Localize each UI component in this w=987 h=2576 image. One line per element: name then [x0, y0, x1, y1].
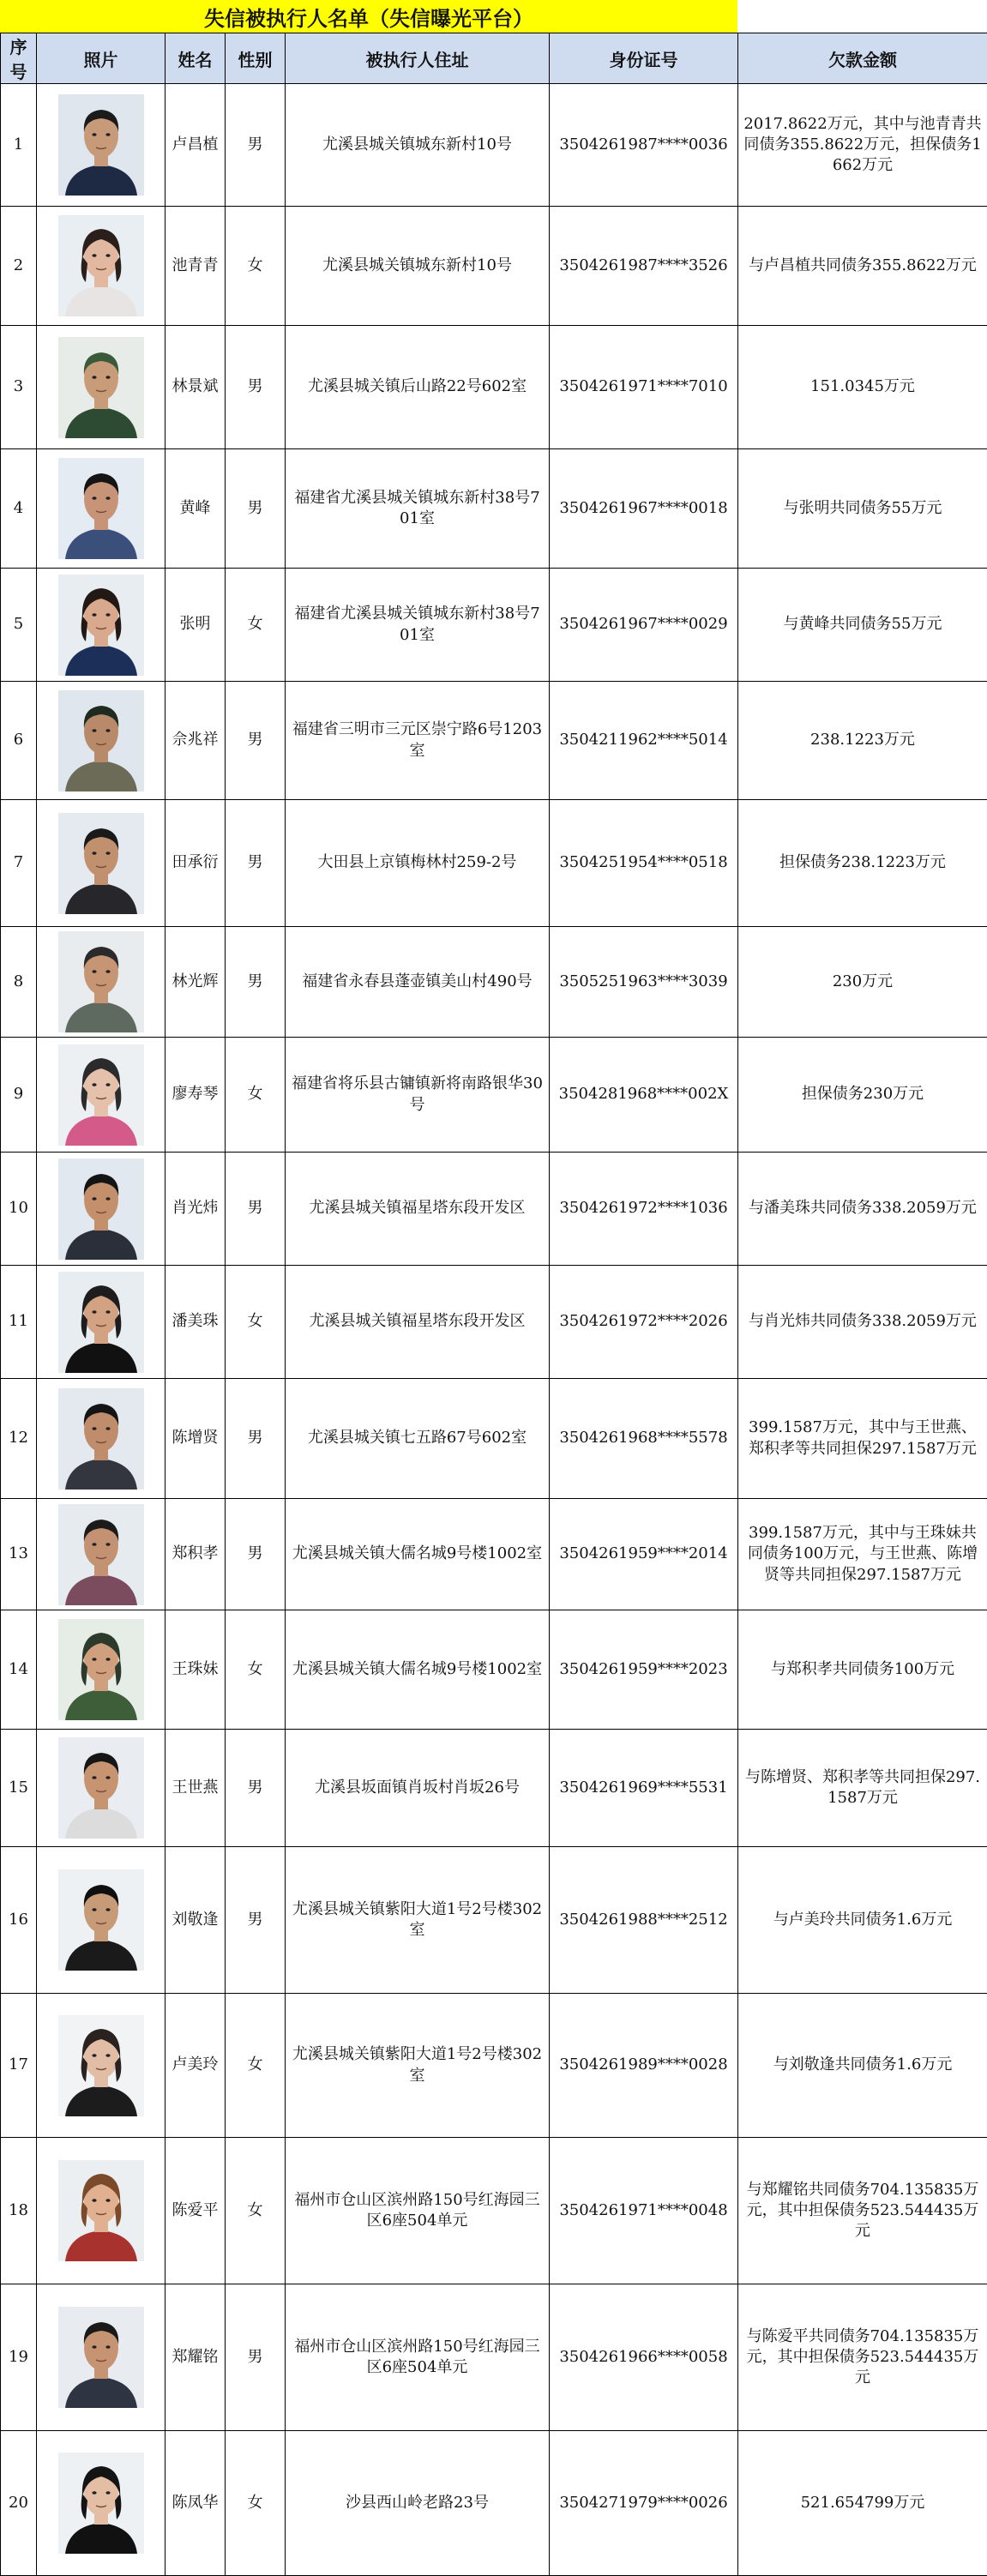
- person-name: 肖光炜: [166, 1153, 226, 1266]
- person-gender: 男: [226, 682, 286, 800]
- debt-amount: 与郑耀铭共同债务704.135835万元，其中担保债务523.544435万元: [738, 2138, 987, 2284]
- person-gender: 女: [226, 1994, 286, 2138]
- person-id-number: 3504251954****0518: [550, 800, 738, 927]
- row-number: 10: [1, 1153, 37, 1266]
- row-number: 20: [1, 2431, 37, 2576]
- person-name: 郑积孝: [166, 1499, 226, 1610]
- person-name: 张明: [166, 569, 226, 682]
- table-row: [1, 1847, 987, 1994]
- person-photo: [58, 1159, 144, 1260]
- person-gender: 女: [226, 569, 286, 682]
- page-title: 失信被执行人名单（失信曝光平台）: [0, 0, 737, 33]
- debt-amount: 238.1223万元: [738, 682, 987, 800]
- photo-cell: [37, 1847, 166, 1994]
- photo-cell: [37, 682, 166, 800]
- row-number: 14: [1, 1610, 37, 1730]
- person-gender: 女: [226, 2138, 286, 2284]
- photo-cell: [37, 800, 166, 927]
- person-gender: 男: [226, 1499, 286, 1610]
- person-photo: [58, 94, 144, 196]
- person-gender: 女: [226, 1038, 286, 1153]
- person-id-number: 3505251963****3039: [550, 927, 738, 1038]
- person-photo: [58, 1869, 144, 1971]
- person-gender: 男: [226, 449, 286, 569]
- row-number: 11: [1, 1266, 37, 1379]
- debt-amount: 与郑积孝共同债务100万元: [738, 1610, 987, 1730]
- photo-cell: [37, 2431, 166, 2576]
- photo-cell: [37, 1153, 166, 1266]
- person-name: 卢昌植: [166, 84, 226, 207]
- person-photo: [58, 1504, 144, 1605]
- person-id-number: 3504261972****2026: [550, 1266, 738, 1379]
- person-address: 尤溪县城关镇紫阳大道1号2号楼302室: [286, 1994, 550, 2138]
- person-gender: 女: [226, 207, 286, 326]
- person-name: 潘美珠: [166, 1266, 226, 1379]
- person-name: 田承衍: [166, 800, 226, 927]
- header-no: 序号: [1, 33, 37, 84]
- person-photo: [58, 1737, 144, 1839]
- person-id-number: 3504261971****0048: [550, 2138, 738, 2284]
- person-address: 尤溪县城关镇福星塔东段开发区: [286, 1266, 550, 1379]
- photo-cell: [37, 449, 166, 569]
- person-address: 大田县上京镇梅林村259-2号: [286, 800, 550, 927]
- person-id-number: 3504271979****0026: [550, 2431, 738, 2576]
- debt-amount: 2017.8622万元，其中与池青青共同债务355.8622万元，担保债务1662万元: [738, 84, 987, 207]
- person-id-number: 3504261967****0029: [550, 569, 738, 682]
- person-address: 尤溪县城关镇后山路22号602室: [286, 326, 550, 449]
- debt-amount: 230万元: [738, 927, 987, 1038]
- person-id-number: 3504261989****0028: [550, 1994, 738, 2138]
- photo-cell: [37, 1994, 166, 2138]
- person-name: 陈增贤: [166, 1379, 226, 1499]
- person-id-number: 3504261959****2014: [550, 1499, 738, 1610]
- row-number: 15: [1, 1730, 37, 1847]
- person-name: 廖寿琴: [166, 1038, 226, 1153]
- person-address: 福州市仓山区滨州路150号红海园三区6座504单元: [286, 2138, 550, 2284]
- table-row: [1, 2138, 987, 2284]
- person-photo: [58, 690, 144, 791]
- photo-cell: [37, 2284, 166, 2431]
- person-gender: 男: [226, 326, 286, 449]
- person-address: 尤溪县城关镇城东新村10号: [286, 207, 550, 326]
- table-row: [1, 84, 987, 207]
- photo-cell: [37, 1499, 166, 1610]
- table-row: [1, 800, 987, 927]
- header-gender: 性别: [226, 33, 286, 84]
- person-photo: [58, 337, 144, 438]
- person-name: 佘兆祥: [166, 682, 226, 800]
- row-number: 3: [1, 326, 37, 449]
- person-id-number: 3504261959****2023: [550, 1610, 738, 1730]
- photo-cell: [37, 1610, 166, 1730]
- person-photo: [58, 2307, 144, 2408]
- debt-amount: 399.1587万元，其中与王珠妹共同债务100万元，与王世燕、陈增贤等共同担保297.1587万元: [738, 1499, 987, 1610]
- person-gender: 男: [226, 84, 286, 207]
- person-photo: [58, 1044, 144, 1146]
- table-row: [1, 1266, 987, 1379]
- person-id-number: 3504261969****5531: [550, 1730, 738, 1847]
- person-address: 福建省尤溪县城关镇城东新村38号701室: [286, 449, 550, 569]
- person-id-number: 3504261987****0036: [550, 84, 738, 207]
- table-row: [1, 1379, 987, 1499]
- table-row: [1, 326, 987, 449]
- debt-amount: 担保债务230万元: [738, 1038, 987, 1153]
- table-row: [1, 1730, 987, 1847]
- person-id-number: 3504261972****1036: [550, 1153, 738, 1266]
- table-row: [1, 449, 987, 569]
- person-photo: [58, 813, 144, 914]
- person-name: 陈爱平: [166, 2138, 226, 2284]
- row-number: 1: [1, 84, 37, 207]
- table-row: [1, 2431, 987, 2576]
- person-photo: [58, 1619, 144, 1720]
- photo-cell: [37, 326, 166, 449]
- table-row: [1, 1153, 987, 1266]
- photo-cell: [37, 2138, 166, 2284]
- row-number: 7: [1, 800, 37, 927]
- row-number: 19: [1, 2284, 37, 2431]
- person-address: 沙县西山岭老路23号: [286, 2431, 550, 2576]
- debt-amount: 521.654799万元: [738, 2431, 987, 2576]
- debt-amount: 399.1587万元，其中与王世燕、郑积孝等共同担保297.1587万元: [738, 1379, 987, 1499]
- photo-cell: [37, 1266, 166, 1379]
- row-number: 9: [1, 1038, 37, 1153]
- debt-amount: 与卢美玲共同债务1.6万元: [738, 1847, 987, 1994]
- person-address: 福州市仓山区滨州路150号红海园三区6座504单元: [286, 2284, 550, 2431]
- header-row: [1, 33, 987, 84]
- debt-amount: 151.0345万元: [738, 326, 987, 449]
- table-row: [1, 569, 987, 682]
- header-debt: 欠款金额: [738, 33, 987, 84]
- row-number: 5: [1, 569, 37, 682]
- table-row: [1, 1610, 987, 1730]
- photo-cell: [37, 1730, 166, 1847]
- person-photo: [58, 575, 144, 676]
- person-photo: [58, 1272, 144, 1373]
- row-number: 16: [1, 1847, 37, 1994]
- person-photo: [58, 2015, 144, 2116]
- row-number: 8: [1, 927, 37, 1038]
- debt-amount: 与陈增贤、郑积孝等共同担保297.1587万元: [738, 1730, 987, 1847]
- debt-amount: 与陈爱平共同债务704.135835万元，其中担保债务523.544435万元: [738, 2284, 987, 2431]
- debt-amount: 与肖光炜共同债务338.2059万元: [738, 1266, 987, 1379]
- photo-cell: [37, 1038, 166, 1153]
- table-row: [1, 927, 987, 1038]
- person-address: 尤溪县城关镇紫阳大道1号2号楼302室: [286, 1847, 550, 1994]
- table-row: [1, 2284, 987, 2431]
- person-name: 林景斌: [166, 326, 226, 449]
- debt-amount: 与刘敬逢共同债务1.6万元: [738, 1994, 987, 2138]
- person-gender: 男: [226, 800, 286, 927]
- debt-amount: 与黄峰共同债务55万元: [738, 569, 987, 682]
- person-photo: [58, 1388, 144, 1490]
- person-gender: 女: [226, 2431, 286, 2576]
- person-gender: 女: [226, 1610, 286, 1730]
- person-name: 陈凤华: [166, 2431, 226, 2576]
- table-row: [1, 1038, 987, 1153]
- person-id-number: 3504261967****0018: [550, 449, 738, 569]
- row-number: 2: [1, 207, 37, 326]
- row-number: 12: [1, 1379, 37, 1499]
- debt-amount: 担保债务238.1223万元: [738, 800, 987, 927]
- person-name: 王珠妹: [166, 1610, 226, 1730]
- person-name: 黄峰: [166, 449, 226, 569]
- header-name: 姓名: [166, 33, 226, 84]
- person-id-number: 3504261971****7010: [550, 326, 738, 449]
- person-id-number: 3504261966****0058: [550, 2284, 738, 2431]
- photo-cell: [37, 1379, 166, 1499]
- person-name: 池青青: [166, 207, 226, 326]
- person-address: 尤溪县城关镇城东新村10号: [286, 84, 550, 207]
- person-address: 尤溪县坂面镇肖坂村肖坂26号: [286, 1730, 550, 1847]
- header-address: 被执行人住址: [286, 33, 550, 84]
- table-row: [1, 682, 987, 800]
- person-id-number: 3504281968****002X: [550, 1038, 738, 1153]
- person-photo: [58, 215, 144, 316]
- person-address: 尤溪县城关镇大儒名城9号楼1002室: [286, 1499, 550, 1610]
- person-gender: 女: [226, 1266, 286, 1379]
- photo-cell: [37, 207, 166, 326]
- person-gender: 男: [226, 927, 286, 1038]
- row-number: 6: [1, 682, 37, 800]
- person-address: 福建省尤溪县城关镇城东新村38号701室: [286, 569, 550, 682]
- person-id-number: 3504261988****2512: [550, 1847, 738, 1994]
- debt-amount: 与张明共同债务55万元: [738, 449, 987, 569]
- photo-cell: [37, 927, 166, 1038]
- debt-amount: 与潘美珠共同债务338.2059万元: [738, 1153, 987, 1266]
- photo-cell: [37, 84, 166, 207]
- header-photo: 照片: [37, 33, 166, 84]
- person-name: 卢美玲: [166, 1994, 226, 2138]
- debt-amount: 与卢昌植共同债务355.8622万元: [738, 207, 987, 326]
- person-name: 郑耀铭: [166, 2284, 226, 2431]
- person-photo: [58, 931, 144, 1032]
- row-number: 13: [1, 1499, 37, 1610]
- row-number: 18: [1, 2138, 37, 2284]
- person-name: 林光辉: [166, 927, 226, 1038]
- person-address: 尤溪县城关镇大儒名城9号楼1002室: [286, 1610, 550, 1730]
- header-id: 身份证号: [550, 33, 738, 84]
- person-address: 福建省将乐县古镛镇新将南路银华30号: [286, 1038, 550, 1153]
- person-photo: [58, 2160, 144, 2261]
- person-id-number: 3504211962****5014: [550, 682, 738, 800]
- person-name: 王世燕: [166, 1730, 226, 1847]
- person-gender: 男: [226, 1847, 286, 1994]
- photo-cell: [37, 569, 166, 682]
- debtor-table: [0, 33, 987, 2576]
- person-id-number: 3504261987****3526: [550, 207, 738, 326]
- person-photo: [58, 2453, 144, 2554]
- person-id-number: 3504261968****5578: [550, 1379, 738, 1499]
- person-address: 福建省三明市三元区崇宁路6号1203室: [286, 682, 550, 800]
- table-row: [1, 207, 987, 326]
- row-number: 4: [1, 449, 37, 569]
- person-address: 尤溪县城关镇福星塔东段开发区: [286, 1153, 550, 1266]
- person-gender: 男: [226, 1379, 286, 1499]
- table-row: [1, 1499, 987, 1610]
- person-gender: 男: [226, 2284, 286, 2431]
- person-gender: 男: [226, 1730, 286, 1847]
- person-address: 福建省永春县蓬壶镇美山村490号: [286, 927, 550, 1038]
- person-name: 刘敬逢: [166, 1847, 226, 1994]
- person-gender: 男: [226, 1153, 286, 1266]
- table-row: [1, 1994, 987, 2138]
- person-address: 尤溪县城关镇七五路67号602室: [286, 1379, 550, 1499]
- row-number: 17: [1, 1994, 37, 2138]
- person-photo: [58, 458, 144, 559]
